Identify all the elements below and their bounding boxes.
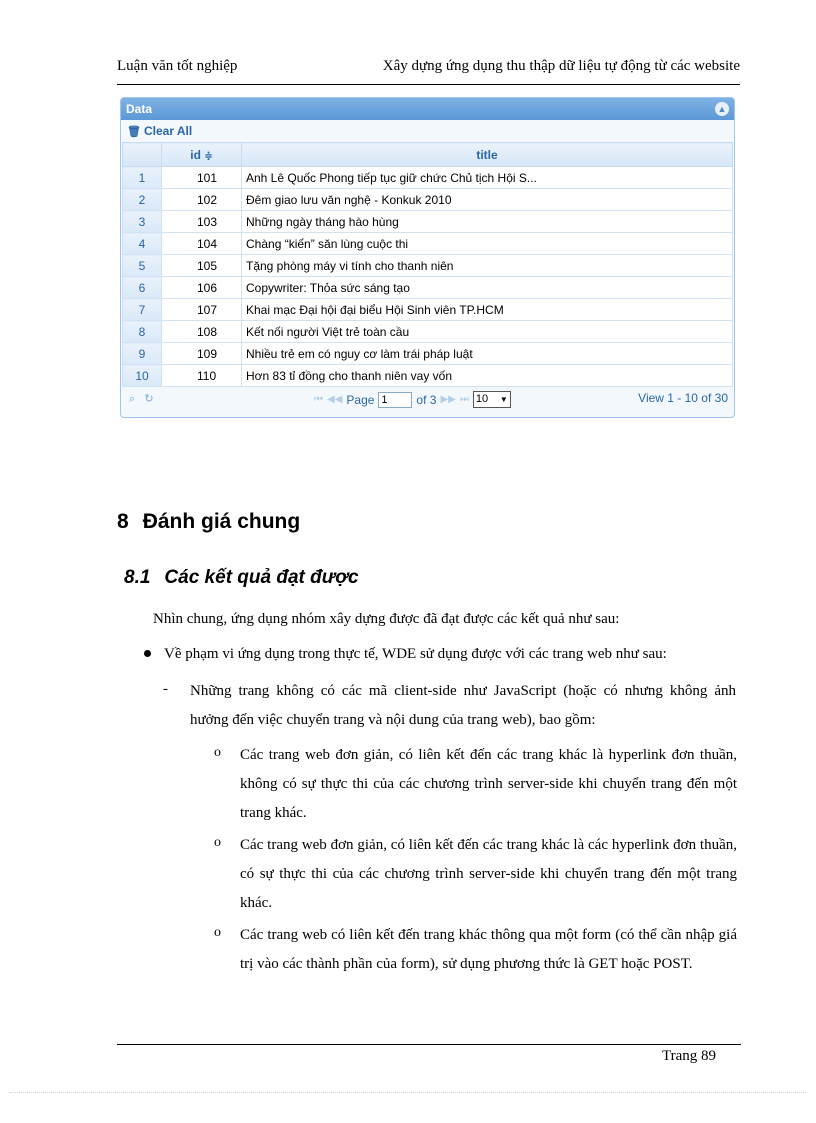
cell-title: Đêm giao lưu văn nghệ - Konkuk 2010	[242, 189, 733, 211]
sub-item-1-text: Các trang web đơn giản, có liên kết đến các trang khác là hyperlink đơn thuần, không có sự thực thi của các chương trình server-side khi chuyển trang đến một trang khác.	[240, 747, 737, 821]
cell-id: 105	[162, 255, 242, 277]
row-number: 5	[123, 255, 162, 277]
grid-pager	[121, 387, 734, 413]
cell-title: Chàng “kiến” săn lùng cuộc thi	[242, 233, 733, 255]
sort-icon[interactable]: ≑	[204, 150, 213, 162]
cell-id: 103	[162, 211, 242, 233]
cell-id: 109	[162, 343, 242, 365]
table-row[interactable]	[123, 233, 733, 255]
circle-marker-3: o	[214, 925, 221, 940]
clear-all-button[interactable]: Clear All	[143, 124, 193, 138]
first-page-icon[interactable]: ⏮	[314, 394, 323, 405]
row-number: 2	[123, 189, 162, 211]
row-number: 6	[123, 277, 162, 299]
cell-title: Khai mạc Đại hội đại biểu Hội Sinh viên TP.HCM	[242, 299, 733, 321]
grid-table	[122, 142, 733, 387]
table-row[interactable]	[123, 321, 733, 343]
column-header-title[interactable]: title	[242, 143, 733, 167]
table-row[interactable]	[123, 277, 733, 299]
cell-id: 108	[162, 321, 242, 343]
cell-title: Copywriter: Thỏa sức sáng tạo	[242, 277, 733, 299]
cell-id: 107	[162, 299, 242, 321]
last-page-icon[interactable]: ⏭	[459, 394, 469, 405]
table-row[interactable]	[123, 255, 733, 277]
search-icon[interactable]: ⌕	[129, 393, 136, 405]
page-number: Trang 89	[661, 1048, 716, 1064]
view-records-text: View 1 - 10 of 30	[638, 391, 728, 405]
section-heading: 8 Đánh giá chung	[117, 510, 301, 533]
page-of-label: of 3	[416, 392, 437, 407]
row-number: 8	[123, 321, 162, 343]
circle-marker-2: o	[214, 835, 221, 850]
row-number: 7	[123, 299, 162, 321]
grid-toolbar	[121, 120, 734, 142]
row-number: 1	[123, 167, 162, 189]
collapse-icon[interactable]: ▲	[715, 102, 729, 116]
subsection-heading: 8.1 Các kết quả đạt được	[124, 567, 359, 588]
cell-title: Hơn 83 tỉ đồng cho thanh niên vay vốn	[242, 365, 733, 387]
cell-id: 110	[162, 365, 242, 387]
dash-item-text: Những trang không có các mã client-side như JavaScript (hoặc có nhưng không ảnh hưởng đến việc chuyển trang và nội dung của trang web), bao gồm:	[190, 683, 736, 728]
row-number: 9	[123, 343, 162, 365]
sub-item-2-text: Các trang web đơn giản, có liên kết đến các trang khác là các hyperlink đơn thuần, có sự thực thi của các chương trình server-side khi chuyển trang đến một trang khác.	[240, 837, 737, 911]
page-header	[117, 58, 740, 85]
sub-item-3-text: Các trang web có liên kết đến trang khác thông qua một form (có thể cần nhập giá trị vào các thành phần của form), sử dụng phương thức là GET hoặc POST.	[240, 927, 737, 972]
table-row[interactable]	[123, 365, 733, 387]
column-header-id[interactable]: id ≑	[162, 143, 242, 167]
bullet-text: Về phạm vi ứng dụng trong thực tế, WDE sử dụng được với các trang web như sau:	[164, 646, 667, 662]
grid-caption-title: Data	[126, 102, 153, 116]
next-page-icon[interactable]: ▶▶	[440, 394, 456, 405]
row-number: 3	[123, 211, 162, 233]
pager-controls	[314, 391, 511, 408]
data-grid	[120, 97, 735, 418]
rows-per-page-select[interactable]: 10 ▼	[473, 391, 511, 408]
intro-paragraph: Nhìn chung, ứng dụng nhóm xây dựng được đã đạt được các kết quả như sau:	[153, 611, 620, 627]
rownum-header	[123, 143, 162, 167]
header-right-text: Xây dựng ứng dụng thu thập dữ liệu tự động từ các website	[382, 58, 740, 74]
bullet-icon	[144, 650, 151, 657]
cell-id: 101	[162, 167, 242, 189]
grid-caption	[121, 98, 734, 120]
cell-title: Kết nối người Việt trẻ toàn cầu	[242, 321, 733, 343]
cell-id: 106	[162, 277, 242, 299]
table-row[interactable]	[123, 167, 733, 189]
cell-title: Anh Lê Quốc Phong tiếp tục giữ chức Chủ tịch Hội S...	[242, 167, 733, 189]
table-row[interactable]	[123, 211, 733, 233]
table-row[interactable]	[123, 343, 733, 365]
row-number: 10	[123, 365, 162, 387]
dash-marker: -	[163, 681, 168, 697]
cell-title: Những ngày tháng hào hùng	[242, 211, 733, 233]
row-number: 4	[123, 233, 162, 255]
cell-title: Tặng phòng máy vi tính cho thanh niên	[242, 255, 733, 277]
cell-id: 104	[162, 233, 242, 255]
cell-title: Nhiều trẻ em có nguy cơ làm trái pháp luật	[242, 343, 733, 365]
page-edge-divider	[10, 1092, 806, 1093]
table-row[interactable]	[123, 189, 733, 211]
header-left-text: Luận văn tốt nghiệp	[117, 58, 238, 74]
cell-id: 102	[162, 189, 242, 211]
table-row[interactable]	[123, 299, 733, 321]
circle-marker-1: o	[214, 745, 221, 760]
prev-page-icon[interactable]: ◀◀	[327, 394, 343, 405]
page-input[interactable]: 1	[378, 392, 412, 408]
trash-icon[interactable]: 🗑	[127, 126, 141, 138]
footer-divider	[117, 1044, 741, 1045]
refresh-icon[interactable]: ↻	[144, 393, 154, 405]
pager-tools	[129, 392, 154, 406]
page-label: Page	[346, 392, 375, 407]
